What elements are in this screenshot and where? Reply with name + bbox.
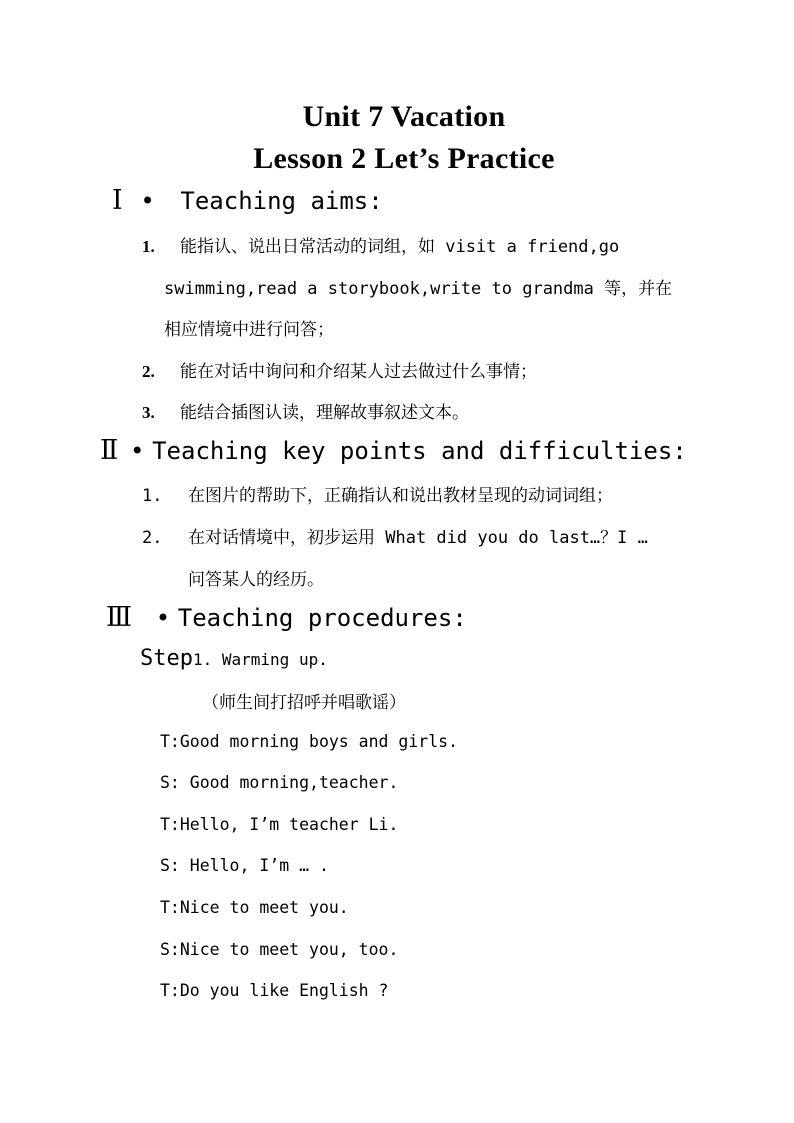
aim-item-3-text: 能结合插图认读，理解故事叙述文本。 xyxy=(180,403,469,423)
aim-item-1-line-1 xyxy=(142,232,619,257)
dialog-line-5: T:Nice to meet you. xyxy=(160,898,349,917)
aim-item-1-text-1: 能指认、说出日常活动的词组，如 visit a friend,go xyxy=(180,237,620,257)
title-line-2: Lesson 2 Let’s Practice xyxy=(253,142,555,175)
section-3-bullet: • xyxy=(155,604,171,632)
section-3-numeral: Ⅲ xyxy=(106,602,133,633)
aim-item-2 xyxy=(142,357,537,382)
section-1-title: Teaching aims: xyxy=(180,187,383,215)
section-3-heading xyxy=(106,602,467,633)
key-point-2-line-2: 问答某人的经历。 xyxy=(188,570,324,590)
dialog-line-7: T:Do you like English ? xyxy=(160,981,389,1000)
key-point-2-line-1 xyxy=(142,523,648,548)
step-line xyxy=(140,646,328,671)
section-2-bullet: • xyxy=(130,437,145,465)
key-point-2-number: 2. xyxy=(142,528,163,548)
title-line-1: Unit 7 Vacation xyxy=(302,100,506,133)
aim-item-1-line-3: 相应情境中进行问答； xyxy=(164,320,334,340)
section-2-title: Teaching key points and difficulties: xyxy=(152,437,687,465)
section-3-title: Teaching procedures: xyxy=(177,604,467,632)
aim-item-1-line-2: swimming,read a storybook,write to grandma 等，并在 xyxy=(164,279,673,299)
section-1-numeral: Ⅰ xyxy=(112,185,123,216)
dialog-line-3: T:Hello, I’m teacher Li. xyxy=(160,815,399,834)
dialog-line-1: T:Good morning boys and girls. xyxy=(160,732,459,751)
dialog-line-2: S: Good morning,teacher. xyxy=(160,773,399,792)
key-point-2-text-1: 在对话情境中，初步运用 What did you do last…？I … xyxy=(188,528,648,548)
dialog-line-4: S: Hello, I’m … . xyxy=(160,856,329,875)
aim-item-3 xyxy=(142,398,469,423)
aim-item-2-text: 能在对话中询问和介绍某人过去做过什么事情； xyxy=(180,362,537,382)
aim-item-1-number: 1. xyxy=(142,237,155,256)
dialog-line-6: S:Nice to meet you, too. xyxy=(160,940,399,959)
section-1-heading xyxy=(112,185,383,216)
key-point-1-number: 1. xyxy=(142,486,163,506)
aim-item-2-number: 2. xyxy=(142,362,155,381)
section-2-numeral: Ⅱ xyxy=(100,435,119,466)
section-2-heading xyxy=(100,435,687,466)
section-1-bullet: • xyxy=(140,187,155,215)
step-note: （师生间打招呼并唱歌谣） xyxy=(202,693,406,713)
key-point-1 xyxy=(142,481,613,506)
aim-item-3-number: 3. xyxy=(142,403,155,422)
key-point-1-text: 在图片的帮助下，正确指认和说出教材呈现的动词词组； xyxy=(188,486,613,506)
step-label: Step xyxy=(140,646,193,671)
step-title: 1. Warming up. xyxy=(192,650,328,669)
